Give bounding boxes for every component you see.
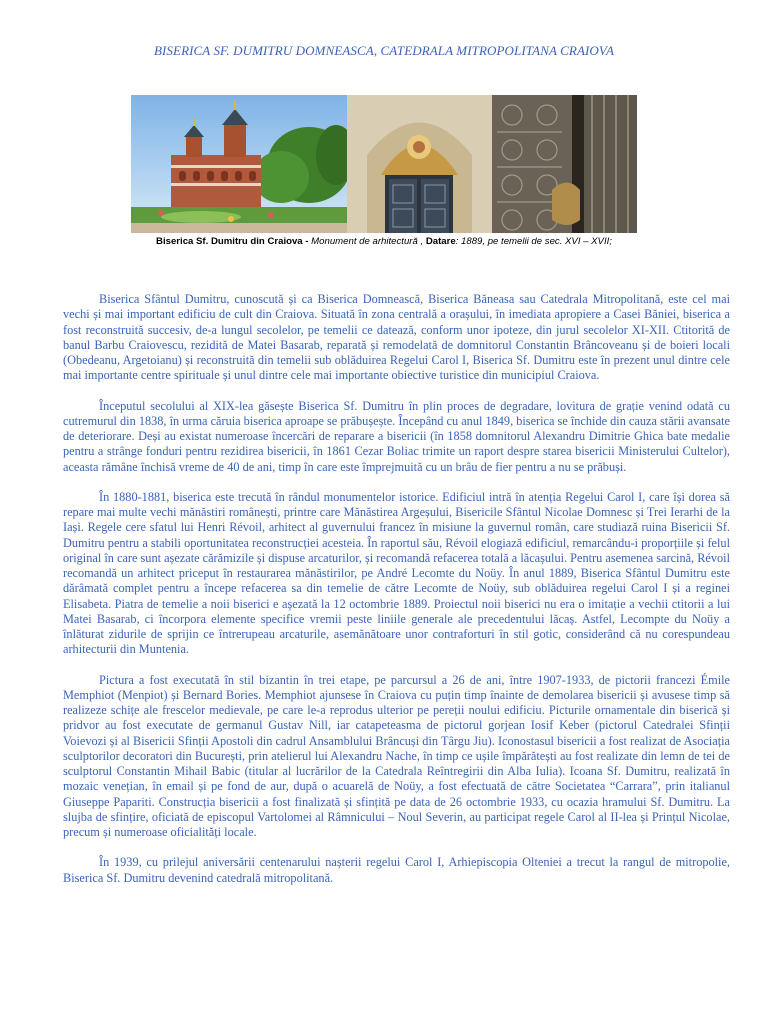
paragraph: În 1880-1881, biserica este trecută în rândul monumentelor istorice. Edificiul intră în atenția Regelui Carol I, care își dorea să repare mai multe vechi mănăstiri românești, printre care Mănăstirea Argeșului, Bisericile Sfântul Nicolae Domnesc și Trei Ierarhi de la Iași. Regele cere sfatul lui Henri Révoil, arhitect al guvernului francez în misiune la guvernul român, care studiază ruina Bisericii Sf. Dumitru pentru a stabili oportunitatea reconstrucției acesteia. În raportul său, Révoil elogiază edificiul, remarcându-i proporțiile și felul original în care sunt așezate cărămizile și dispuse arcaturilor, și recomandă refacerea totală a lăcașului. Pentru asemenea sarcină, Révoil recomandă un arhitect priceput în restaurarea mănăstirilor, pe André Lecomte du Noüy. În anul 1889, Biserica Sfântul Dumitru este dărâmată complet pentru a începe refacerea sa din temelie de către Lecomte de Noüy, sub oblăduirea regelui Carol I și a reginei Elisabeta. Piatra de temelie a noii biserici e așezată la 12 octombrie 1889. Proiectul noii biserici nu era o imitație a vechii ctitorii a lui Matei Basarab, ci încorpora elemente specifice vremii peste liniile generale ale precedentului lăcaș. Astfel, Lecompte du Noüy a înlăturat zidurile de sprijin ce întrerupeau arcaturile, asemănătoare unor contraforturi în stil gotic, considerând că nu corespundeau arhitecturii din Muntenia.	[63, 489, 730, 657]
paragraph: Biserica Sfântul Dumitru, cunoscută și ca Biserica Domnească, Biserica Băneasa sau Catedrala Mitropolitană, este cel mai vechi și mai important edificiu de cult din Craiova. Situată în zona centrală a orașului, în imediata apropiere a Casei Băniei, biserica a fost reconstruită succesiv, de-a lungul secolelor, pe temelii ce datează, conform unor ipoteze, din jurul secolelor XI-XII. Ctitorită de banul Barbu Craiovescu, rezidită de Matei Basarab, reparată și remodelată de domnitorul Constantin Brâncoveanu și de boieri locali (Obedeanu, Argetoianu) și reconstruită din temelii sub oblăduirea Regelui Carol I, Biserica Sf. Dumitru este în prezent unul dintre cele mai importante centre spirituale și unul dintre cele mai importante obiective turistice din municipiul Craiova.	[63, 292, 730, 383]
carved-door-detail-photo	[492, 95, 637, 233]
paragraph: Începutul secolului al XIX-lea găsește Biserica Sf. Dumitru în plin proces de degradare, lovitura de grație venind odată cu cutremurul din 1838, în urma căruia biserica aproape se prăbușește. Începând cu anul 1849, biserica se închide din cauza stării avansate de deteriorare. Deși au existat numeroase încercări de reparare a bisericii (în 1858 domnitorul Alexandru Dimitrie Ghica bate medalie pentru a strânge fonduri pentru rezidirea bisericii, în 1861 Cezar Boliac trimite un raport despre starea bisericii Ministerului Cultelor), aceasta rămâne închisă vreme de 40 de ani, timp în care este împrejmuită cu un brâu de fier pentru a nu se prăbuși.	[63, 398, 730, 474]
church-exterior-photo	[131, 95, 347, 233]
paragraph: În 1939, cu prilejul aniversării centenarului nașterii regelui Carol I, Arhiepiscopia Olteniei a trecut la rangul de mitropolie, Biserica Sf. Dumitru devenind catedrală mitropolitană.	[63, 855, 730, 885]
caption-monument: Monument de arhitectură ,	[311, 236, 426, 247]
article-body	[63, 292, 730, 901]
fresco-door-photo	[347, 95, 492, 233]
caption-date-label: Datare	[425, 236, 456, 247]
caption-title: Biserica Sf. Dumitru din Craiova -	[156, 236, 312, 247]
page-title: BISERICA SF. DUMITRU DOMNEASCA, CATEDRALA MITROPOLITANA CRAIOVA	[153, 43, 615, 58]
photo-strip	[131, 95, 637, 233]
photo-caption	[100, 236, 668, 247]
caption-date-value: : 1889, pe temelii de sec. XVI – XVII;	[455, 236, 612, 247]
paragraph: Pictura a fost executată în stil bizantin în trei etape, pe parcursul a 26 de ani, între 1907-1933, de pictorii francezi Émile Memphiot (Menpiot) și Bernard Bories. Memphiot ajunsese în Craiova cu puțin timp înainte de demolarea bisericii și avusese timp să realizeze schițe ale frescelor medievale, pe care le-a reprodus ulterior pe pereții noului edificiu. Picturile ornamentale din biserică și pridvor au fost executate de germanul Gustav Nill, iar catapeteasma de pictorul gorjean Iosif Keber (pictorul Catedralei Sfinții Voievozi și al Bisericii Sfinții Apostoli din cadrul Ansamblului Brâncuși din Târgu Jiu). Iconostasul bisericii a fost realizat de Asociația sculptorilor decoratori din București, prin atelierul lui Alexandru Nache, în timp ce ușile împărătești au fost realizate din lemn de tei de sculptorul Constantin Mihail Babic (titular al lucrărilor de la Catedrala Reîntregirii din Alba Iulia). Icoana Sf. Dumitru, realizată în mozaic venețian, în email și pe fond de aur, după o acuarelă de Noüy, a fost efectuată de către Societatea “Carrara”, prin italianul Giuseppe Papariti. Construcția bisericii a fost finalizată și sfințită pe data de 26 octombrie 1933, cu ocazia hramului Sf. Dumitru. La slujba de sfințire, oficiată de episcopul Vartolomei al Râmnicului – Noul Severin, au participat regele Carol al II-lea și Prințul Nicolae, precum și numeroase oficialități locale.	[63, 672, 730, 839]
